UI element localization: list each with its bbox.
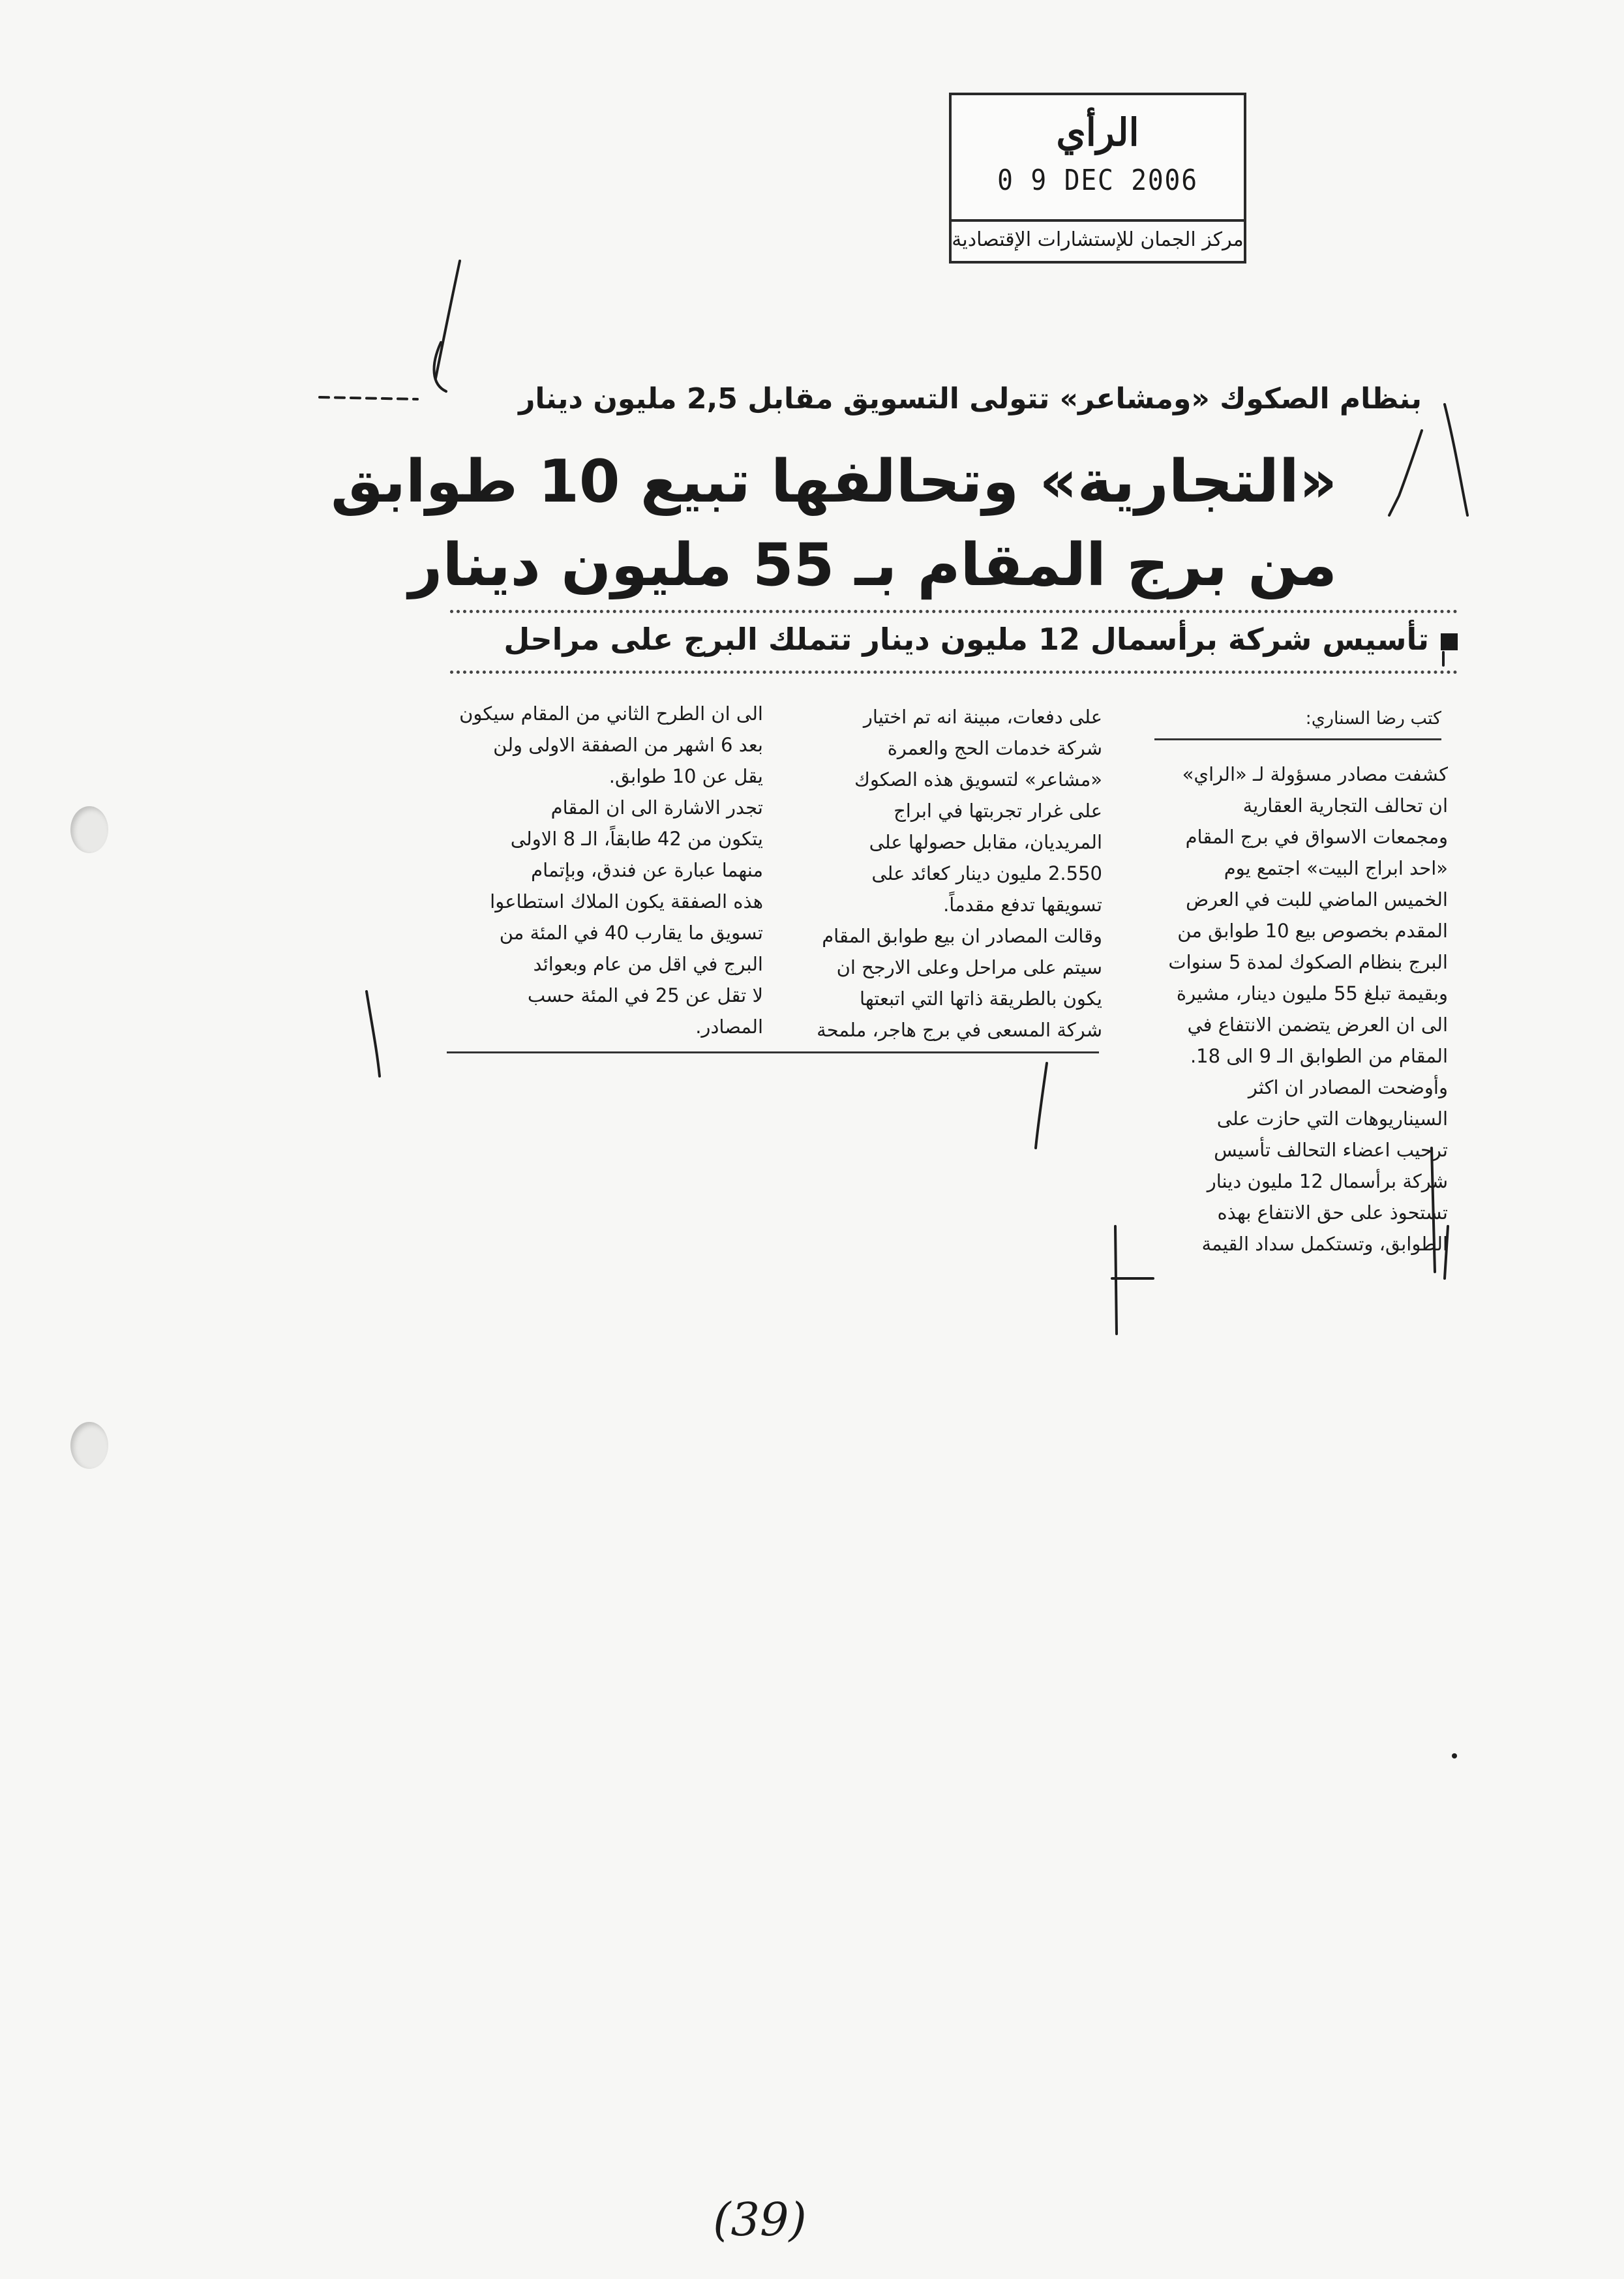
column-line: وأوضحت المصادر ان اكثر [1248,1076,1448,1098]
column-line: الى ان العرض يتضمن الانتفاع في [1187,1014,1448,1036]
column-line: ومجمعات الاسواق في برج المقام [1185,826,1448,848]
column-line: 2.550 مليون دينار كعائد على [871,862,1102,884]
column-line: لا تقل عن 25 في المئة حسب [527,984,763,1006]
clip-corner-mark [1445,404,1467,515]
page-number: (39) [713,2193,807,2246]
article-byline: كتب رضا السناري: [1305,708,1441,729]
column-line: هذه الصفقة يكون الملاك استطاعوا [490,890,763,913]
column-line: يقل عن 10 طوابق. [609,765,763,787]
column-line: المصادر. [695,1016,763,1038]
column-line: شركة خدمات الحج والعمرة [887,737,1102,759]
column-line: ترحيب اعضاء التحالف تأسيس [1214,1139,1448,1161]
column-line: كشفت مصادر مسؤولة لـ «الراي» [1182,763,1448,785]
clip-corner-mark [1036,1063,1047,1148]
column-line: وبقيمة تبلغ 55 مليون دينار، مشيرة [1176,982,1448,1004]
column-line: شركة برأسمال 12 مليون دينار [1207,1170,1448,1192]
column-line: على غرار تجربتها في ابراج [894,800,1102,822]
clip-corner-mark [1432,1148,1435,1272]
headline-line-1: «التجارية» وتحالفها تبيع 10 طوابق [331,447,1337,516]
column-line: سيتم على مراحل وعلى الارجح ان [836,956,1102,978]
column-line: المقدم بخصوص بيع 10 طوابق من [1177,920,1448,942]
clip-corner-mark [1445,1226,1448,1278]
checkmark-mark [1389,430,1422,515]
column-line: الطوابق، وتستكمل سداد القيمة [1201,1233,1448,1255]
column-line: البرج في اقل من عام وبعوائد [533,953,763,975]
column-line: بعد 6 اشهر من الصفقة الاولى ولن [493,734,763,756]
column-line: تسويقها تدفع مقدماً. [943,894,1102,916]
subhead-text: تأسيس شركة برأسمال 12 مليون دينار تتملك البرج على مراحل [504,622,1429,657]
headline-line-2: من برج المقام بـ 55 مليون دينار [408,531,1337,599]
clip-corner-mark [367,991,380,1076]
clip-dashed-line [320,397,417,399]
column-line: منهما عبارة عن فندق، وبإتمام [531,859,763,881]
clip-corner-mark [434,342,446,391]
column-line: شركة المسعى في برج هاجر، ملمحة [817,1019,1102,1041]
column-line: تستحوذ على حق الانتفاع بهذه [1217,1201,1448,1224]
column-line: الى ان الطرح الثاني من المقام سيكون [459,702,763,725]
column-line: السيناريوهات التي حازت على [1216,1108,1448,1130]
clip-corner-mark [436,261,460,378]
column-line: البرج بنظام الصكوك لمدة 5 سنوات [1168,951,1448,973]
column-line: يتكون من 42 طابقاً، الـ 8 الاولى [510,828,763,850]
column-line: «احد ابراج البيت» اجتمع يوم [1224,857,1448,879]
column-line: يكون بالطريقة ذاتها التي اتبعتها [860,988,1102,1010]
stamp-center-name: مركز الجمان للإستشارات الإقتصادية [952,219,1244,261]
column-line: وقالت المصادر ان بيع طوابق المقام [822,925,1102,947]
clip-corner-mark [1115,1226,1117,1334]
column-line: على دفعات، مبينة انه تم اختيار [863,706,1102,728]
column-line: الخميس الماضي للبت في العرض [1186,888,1448,911]
stamp-newspaper-logo: الرأي [1056,110,1139,155]
article-kicker: بنظام الصكوك «ومشاعر» تتولى التسويق مقابل 2,5 مليون دينار [519,382,1422,415]
column-line: «مشاعر» لتسويق هذه الصكوك [854,768,1102,791]
column-line: ان تحالف التجارية العقارية [1242,794,1448,817]
column-line: المقام من الطوابق الـ 9 الى 18. [1190,1045,1448,1067]
stamp-date: 0 9 DEC 2006 [997,164,1198,197]
ink-dot [1452,1753,1457,1758]
column-line: تسويق ما يقارب 40 في المئة من [499,922,763,944]
column-line: المريديان، مقابل حصولها على [869,831,1102,853]
column-line: تجدر الاشارة الى ان المقام [550,796,763,819]
